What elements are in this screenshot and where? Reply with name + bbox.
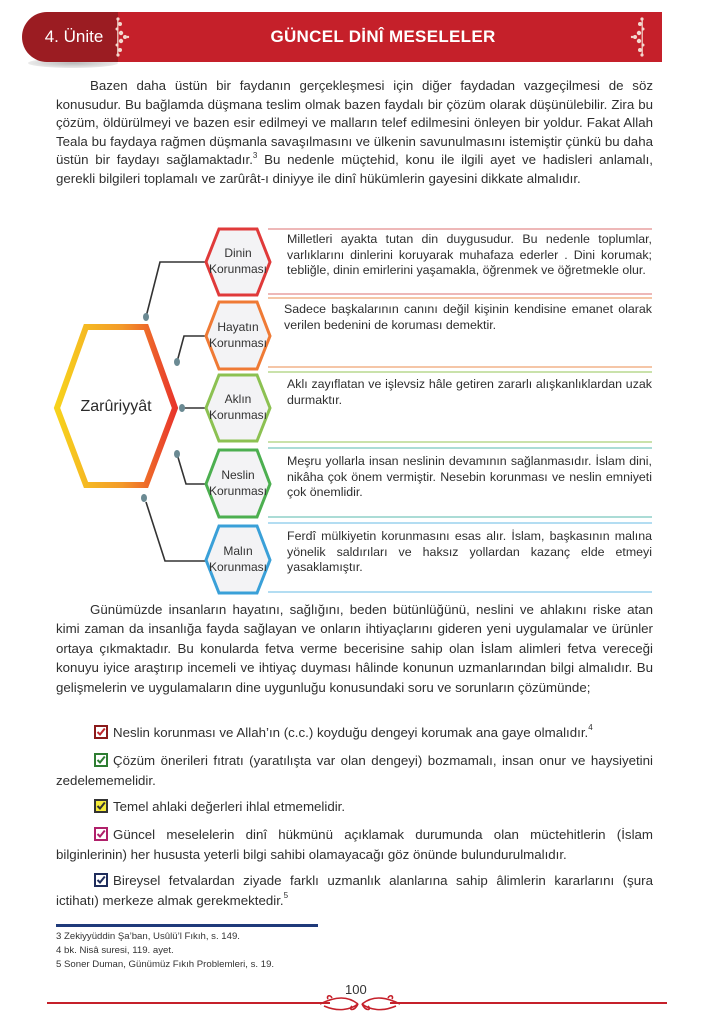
footer-ornament-icon [318, 992, 402, 1014]
footnote-ref: 5 [283, 891, 289, 900]
checklist-text: Çözüm önerileri fıtratı (yaratılışta var olan dengeyi) bozmamalı, insan onur ve haysiyetini zedelememelidir. [56, 753, 653, 788]
checkbox-checked-icon [94, 753, 108, 767]
checkbox-checked-icon [94, 827, 108, 841]
checklist-text: Bireysel fetvalardan ziyade farklı uzmanlık alanlarına sahip âlimlerin kararlarını (şura ictihatı) merkeze almak gerekmektedir. [56, 873, 653, 908]
description-akil: Aklı zayıflatan ve işlevsiz hâle getiren zararlı alışkanlıklardan uzak durmaktır. [287, 377, 652, 407]
hex-label-mal [204, 543, 272, 575]
checkbox-checked-icon [94, 799, 108, 813]
center-label: Zarûriyyât [80, 398, 152, 415]
footnote-ref: 4 [588, 723, 593, 732]
intro-line: ayet ve hadisleri anlamalı, gerekli bilgileri toplamalı ve zarûrât-ı diniyye ile dinî hükümlerin [56, 152, 653, 186]
intro-line: gayesini dikkate almalıdır. [428, 170, 581, 186]
hex-label-line: Aklın [224, 392, 252, 406]
hex-label-line: Malın [223, 544, 253, 558]
hex-label-line: Korunması [208, 560, 268, 574]
checkbox-checked-icon [94, 725, 108, 739]
checklist-item-3 [56, 797, 653, 817]
checklist-text: Temel ahlaki değerleri ihlal etmemelidir. [113, 799, 346, 814]
checkbox-checked-icon [94, 873, 108, 887]
intro-line: yoldur. Fakat Allah Teala bu faydaya rağmen düşmanla savaşılmasını ve ülkenin savunulmasını [56, 115, 654, 149]
footnote-3: 3 Zekiyyüddin Şa’ban, Usûlü’l Fıkıh, s. 149. [56, 931, 240, 942]
checklist-text: Neslin korunması ve Allah’ın (c.c.) koyduğu dengeyi korumak ana gaye olmalıdır. [113, 725, 589, 740]
hex-label-line: Korunması [208, 484, 268, 498]
footnote-4: 4 bk. Nisâ suresi, 119. ayet. [56, 945, 174, 956]
checklist-text: Güncel meselelerin dinî hükmünü açıklamak durumunda olan müctehitlerin (İslam bilginlerinin) her hususta yeterli bilgi sahibi olamayacağı göz önünde bulundurulmalıdır. [56, 827, 653, 862]
checklist-item-2 [56, 751, 653, 791]
footnote-divider [56, 924, 318, 927]
hex-label-line: Korunması [208, 336, 268, 350]
hex-label-din [204, 245, 272, 277]
description-hayat: Sadece başkalarının canını değil kişinin kendisine emanet olarak verilen bedenini de koruması demektir. [284, 302, 652, 332]
page-title: GÜNCEL DİNÎ MESELELER [270, 27, 496, 46]
hex-label-line: Neslin [221, 468, 255, 482]
intro-line: istemiştir çünkü bu daha üstün bir faydayı sağlamaktadır. [56, 133, 653, 168]
checklist-item-4 [56, 825, 653, 865]
intro-line: Zira bu çözüm, öldürülmeyi ve bazen esir edilmeyi ve malların telef edilmesini önleyen bir [56, 96, 653, 131]
hex-label-akil [204, 391, 272, 423]
page-number: 100 [345, 982, 367, 997]
second-paragraph-text: Günümüzde insanların hayatını, sağlığını, beden bütünlüğünü, neslini ve ahlakını riske atan kimi zaman da insanlığa fayda sağlayan ve onların ihtiyaçlarını gideren yeni uygulamalar ve ürünler ortaya çıkmaktadır. Bu konularda fetva verme becerisine sahip olan İslam alimleri fetva vereceği konuyu iyice araştırıp incemeli ve ihtiyaç duyması hâlinde konunun uzmanlarından bilgi almalıdır. Bu gelişmelerin ve uygulamaların dine uygunluğu konusundaki soru ve sorunların çözümünde; [56, 602, 653, 695]
description-mal: Ferdî mülkiyetin korunmasını esas alır. İslam, başkasının malına yönelik saldırıları ve haksız yollardan kazanç elde etmeyi yasaklamıştır. [287, 529, 652, 575]
footer-rule-right [390, 1002, 667, 1004]
intro-line: Bu nedenle müçtehid, konu ile ilgili [257, 152, 484, 168]
hex-label-line: Dinin [224, 246, 252, 260]
unit-text: 4. Ünite [44, 27, 104, 46]
footer-rule-left [47, 1002, 330, 1004]
hex-label-line: Korunması [208, 408, 268, 422]
intro-line: Bazen daha üstün bir faydanın gerçekleşmesi için diğer faydadan vazgeçilmesi de söz [90, 78, 653, 93]
description-nesil: Meşru yollarla insan neslinin devamının sağlanmasıdır. İslam dini, nikâha çok önem vermiştir. Nesebin korunması ve neslin emniyeti çok önemlidir. [287, 454, 652, 500]
intro-line: konusudur. Bu bağlamda düşmana teslim olmak bazen faydalı bir çözüm olarak düşünülebilir. [56, 96, 608, 112]
hex-label-line: Korunması [208, 262, 268, 276]
description-din: Milletleri ayakta tutan din duygusudur. Bu nedenle toplumlar, varlıklarını dinlerini koruyarak muhafaza ederler . Dini korumak; tebliğle, dinin emirlerini yaşamakla, öğrenmek ve öğretmekle olur. [287, 232, 652, 278]
footnote-5: 5 Soner Duman, Günümüz Fıkıh Problemleri, s. 19. [56, 959, 275, 970]
hex-label-hayat [204, 319, 272, 351]
checklist-item-1 [56, 723, 653, 743]
hex-label-nesil [204, 467, 272, 499]
second-paragraph [56, 600, 653, 697]
footnote-ref: 3 [252, 151, 258, 161]
hex-label-line: Hayatın [217, 320, 259, 334]
checklist-item-5 [56, 871, 653, 911]
